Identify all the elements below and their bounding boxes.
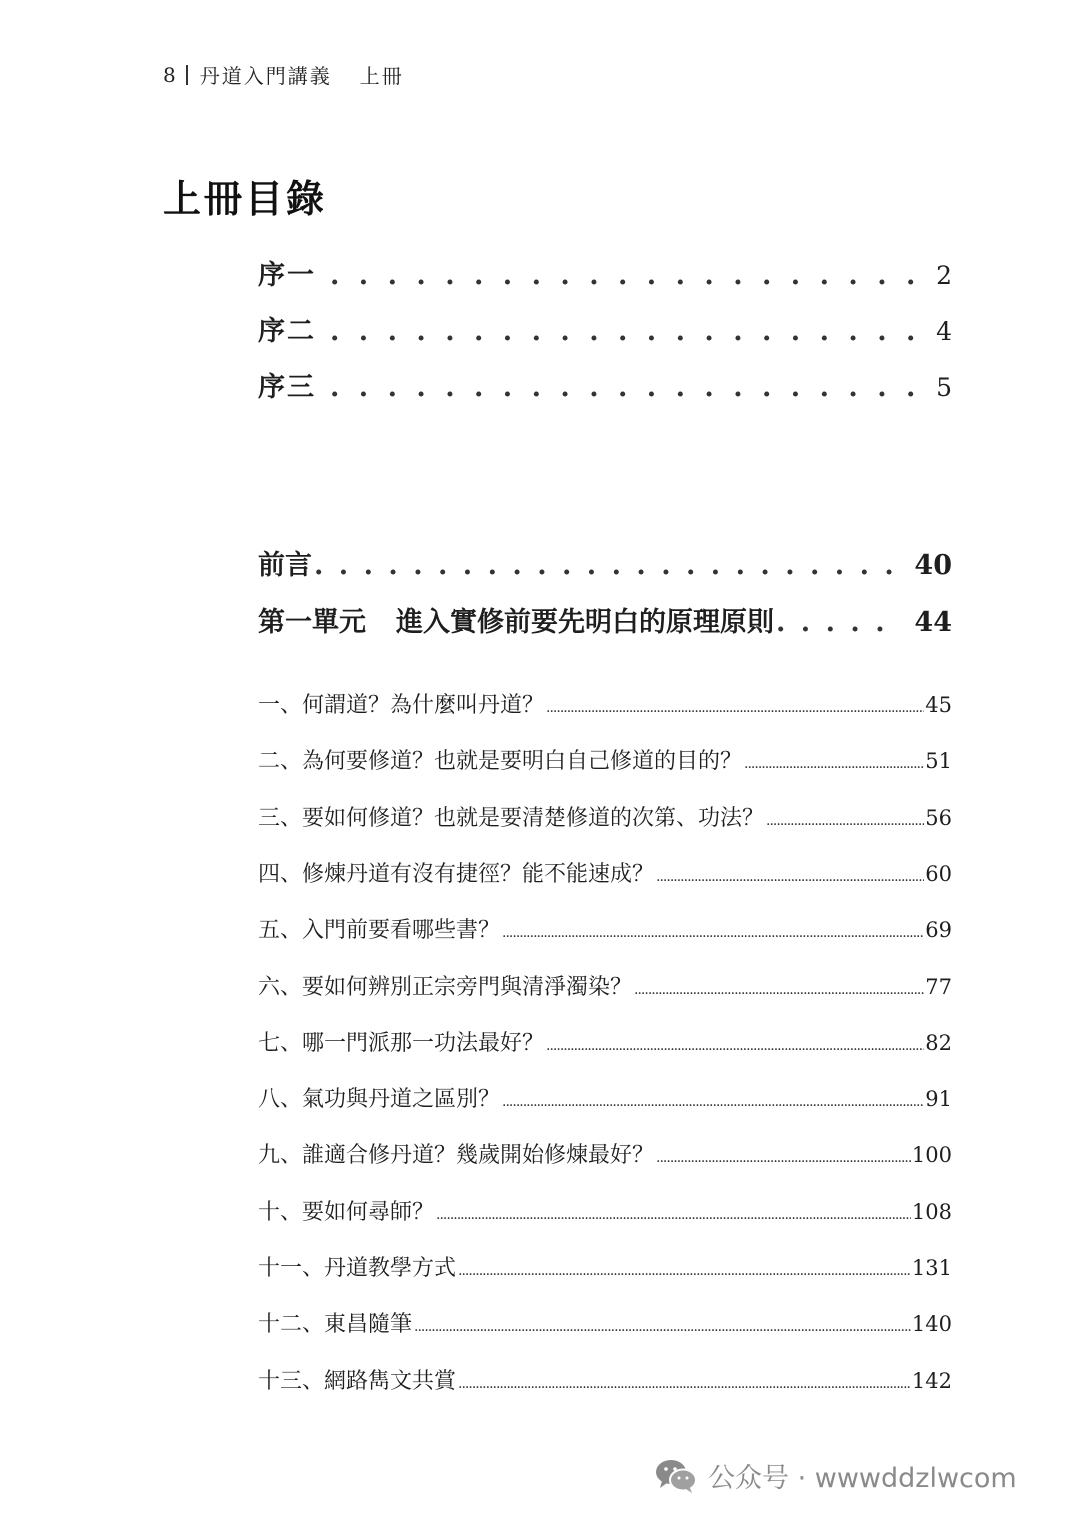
entry-label: 二、為何要修道？也就是要明白自己修道的目的？ xyxy=(258,749,743,774)
toc-entry-section[interactable] xyxy=(258,1251,952,1282)
toc-entry-section[interactable] xyxy=(258,913,952,944)
dot-leader xyxy=(766,813,924,829)
dot-leader xyxy=(656,1150,911,1166)
toc-entry-section[interactable] xyxy=(258,1307,952,1338)
entry-page: 2 xyxy=(936,261,952,290)
dot-leader xyxy=(502,925,924,941)
dot-leader xyxy=(546,1038,924,1054)
dot-leader xyxy=(656,869,924,885)
entry-label: 前言 xyxy=(258,550,312,581)
unit-number: 第一單元 xyxy=(258,607,366,638)
entry-label: 五、入門前要看哪些書？ xyxy=(258,918,501,943)
entry-page: 40 xyxy=(914,550,952,581)
entry-page: 108 xyxy=(911,1200,952,1224)
entry-label: 七、哪一門派那一功法最好？ xyxy=(258,1031,545,1056)
toc-entry-foreword[interactable] xyxy=(258,543,952,582)
running-header xyxy=(163,60,404,89)
entry-page: 69 xyxy=(925,918,952,942)
toc-entry-section[interactable] xyxy=(258,857,952,888)
header-divider xyxy=(186,65,188,85)
header-page-number: 8 xyxy=(163,62,178,87)
entry-label: 八、氣功與丹道之區別？ xyxy=(258,1087,501,1112)
toc-entry-section[interactable] xyxy=(258,1138,952,1169)
dot-leader xyxy=(458,1376,911,1392)
toc-entry-preface-1[interactable] xyxy=(258,253,952,292)
dot-leader xyxy=(634,982,924,998)
entry-page: 142 xyxy=(911,1369,952,1393)
entry-page: 51 xyxy=(925,749,952,773)
entry-label: 三、要如何修道？也就是要清楚修道的次第、功法？ xyxy=(258,806,765,831)
toc-entry-preface-3[interactable] xyxy=(258,365,952,404)
toc-entry-section[interactable] xyxy=(258,1364,952,1395)
watermark-text: 公众号 · wwwddzlwcom xyxy=(708,1463,1017,1494)
dot-leader xyxy=(744,756,924,772)
dot-leader xyxy=(776,607,902,638)
entry-label: 六、要如何辨別正宗旁門與清淨濁染？ xyxy=(258,975,633,1000)
entry-page: 45 xyxy=(925,693,952,717)
entry-page: 91 xyxy=(925,1087,952,1111)
dot-leader xyxy=(330,260,926,291)
wechat-icon xyxy=(654,1458,698,1494)
entry-label: 序三 xyxy=(258,372,316,403)
header-book-title: 丹道入門講義 xyxy=(199,64,332,88)
entry-page: 140 xyxy=(911,1312,952,1336)
entry-page: 60 xyxy=(925,862,952,886)
entry-page: 100 xyxy=(911,1143,952,1167)
entry-label: 一、何謂道？為什麼叫丹道？ xyxy=(258,693,545,718)
entry-page: 77 xyxy=(925,975,952,999)
watermark xyxy=(654,1456,1017,1495)
entry-label: 十二、東昌隨筆 xyxy=(258,1312,413,1337)
toc-title: 上冊目錄 xyxy=(163,176,328,221)
dot-leader xyxy=(458,1263,911,1279)
entry-label: 十、要如何尋師？ xyxy=(258,1200,435,1225)
entry-label: 九、誰適合修丹道？幾歲開始修煉最好？ xyxy=(258,1143,655,1168)
entry-page: 44 xyxy=(914,607,952,638)
entry-label: 四、修煉丹道有沒有捷徑？能不能速成？ xyxy=(258,862,655,887)
entry-label: 序一 xyxy=(258,260,316,291)
entry-label: 十一、丹道教學方式 xyxy=(258,1256,457,1281)
dot-leader xyxy=(314,550,902,581)
toc-entry-section[interactable] xyxy=(258,970,952,1001)
dot-leader xyxy=(330,316,926,347)
toc-entry-section[interactable] xyxy=(258,688,952,719)
entry-page: 82 xyxy=(925,1031,952,1055)
toc-entry-unit-1[interactable] xyxy=(258,600,952,639)
entry-page: 5 xyxy=(936,373,952,402)
entry-page: 56 xyxy=(925,806,952,830)
dot-leader xyxy=(546,700,924,716)
unit-title: 進入實修前要先明白的原理原則 xyxy=(396,607,774,638)
entry-page: 131 xyxy=(911,1256,952,1280)
entry-page: 4 xyxy=(936,317,952,346)
dot-leader xyxy=(414,1319,911,1335)
toc-entry-section[interactable] xyxy=(258,1195,952,1226)
entry-label: 序二 xyxy=(258,316,316,347)
toc-entry-section[interactable] xyxy=(258,1082,952,1113)
dot-leader xyxy=(330,372,926,403)
header-volume: 上冊 xyxy=(359,64,404,88)
dot-leader xyxy=(436,1207,911,1223)
toc-entry-preface-2[interactable] xyxy=(258,309,952,348)
entry-label: 十三、網路雋文共賞 xyxy=(258,1369,457,1394)
toc-entry-section[interactable] xyxy=(258,1026,952,1057)
toc-entry-section[interactable] xyxy=(258,744,952,775)
dot-leader xyxy=(502,1094,924,1110)
toc-entry-section[interactable] xyxy=(258,801,952,832)
